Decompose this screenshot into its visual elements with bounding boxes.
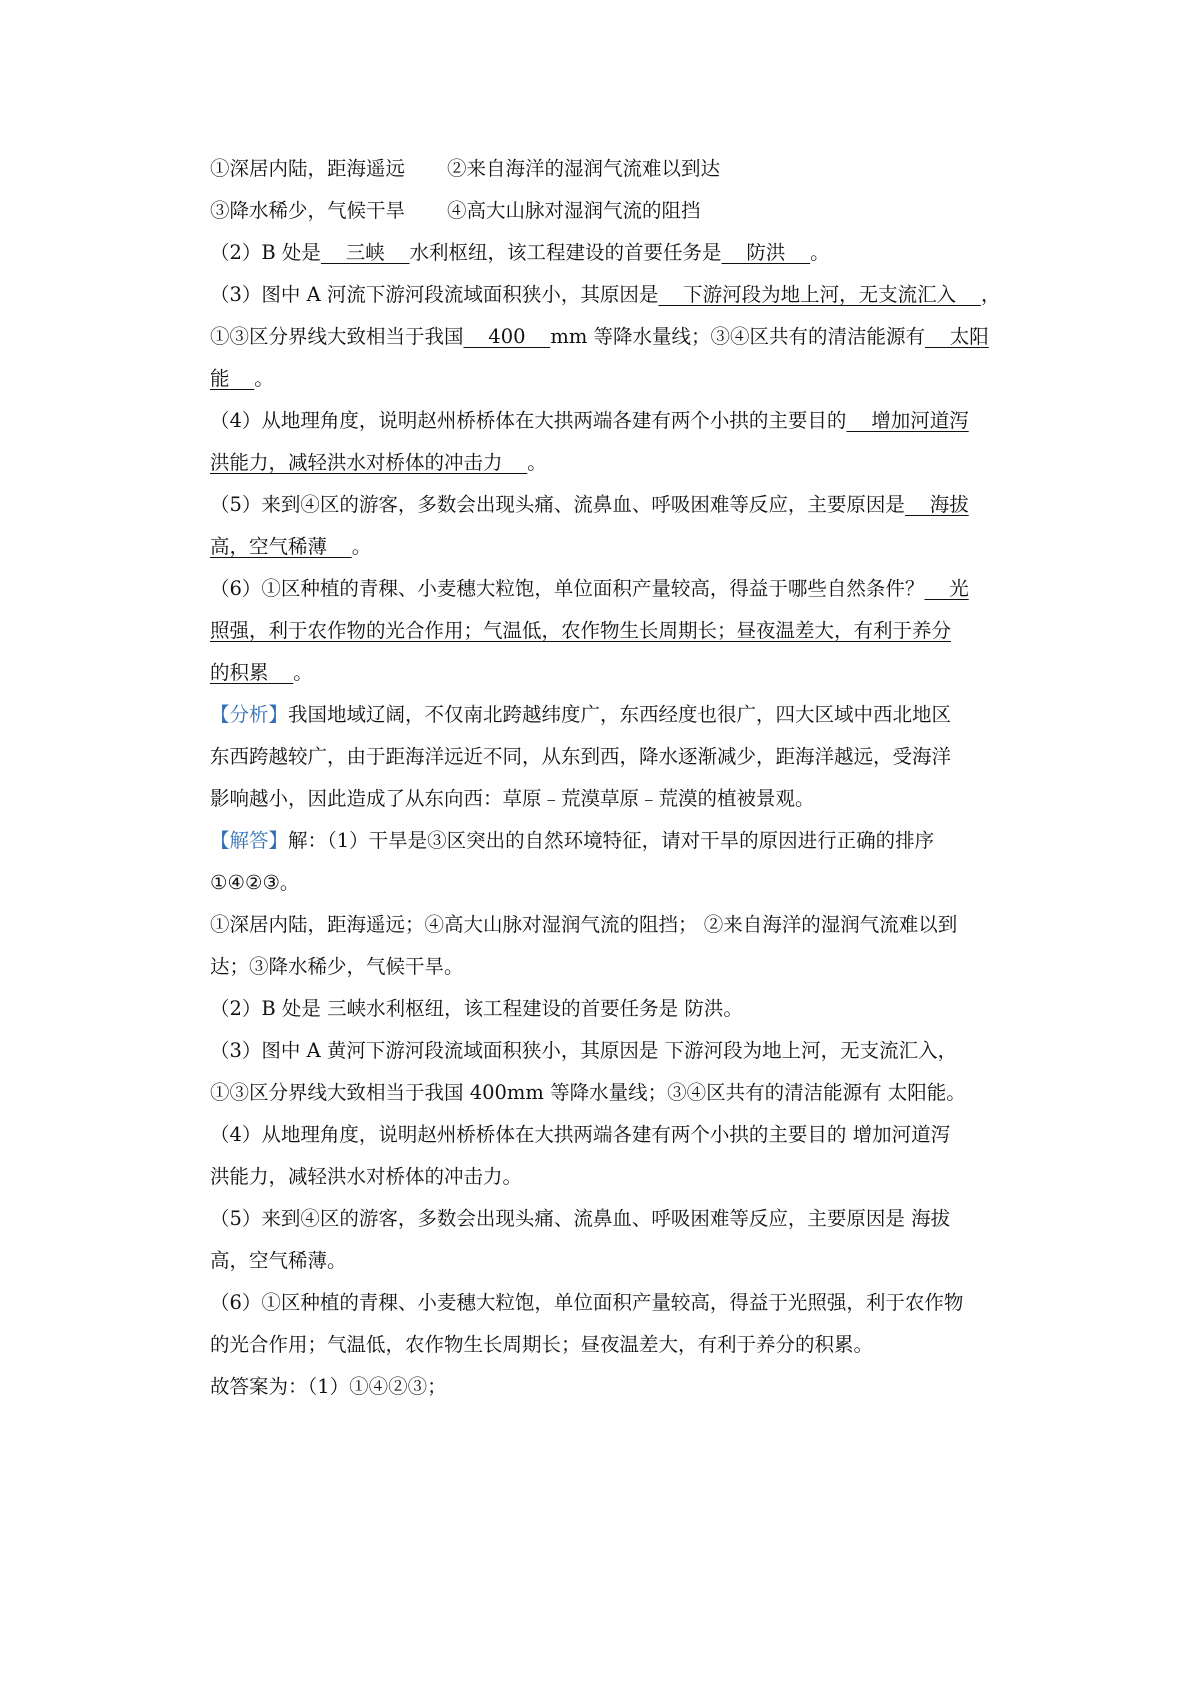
text-segment: 故答案为：（1）①④②③； [210,1375,447,1398]
text-line [210,820,1016,862]
text-segment: mm 等降水量线；③④区共有的清洁能源有 [550,325,926,348]
text-line [210,274,1016,316]
text-line [210,736,1016,778]
text-segment: （2）B 处是 三峡水利枢纽，该工程建设的首要任务是 防洪。 [210,997,743,1020]
text-segment: （5）来到④区的游客，多数会出现头痛、流鼻血、呼吸困难等反应，主要原因是 海拔 [210,1207,951,1230]
text-segment: ①③区分界线大致相当于我国 [210,325,464,348]
text-line [210,442,1016,484]
text-line [210,778,1016,820]
text-segment: 水利枢纽，该工程建设的首要任务是 [409,241,722,264]
text-line [210,1240,1016,1282]
text-line [210,652,1016,694]
text-segment: （6）①区种植的青稞、小麦穗大粒饱，单位面积产量较高，得益于哪些自然条件？ [210,577,925,600]
text-line [210,358,1016,400]
text-line [210,1282,1016,1324]
answer-blank: 能 [210,367,255,390]
text-segment: ①③区分界线大致相当于我国 400mm 等降水量线；③④区共有的清洁能源有 太阳能。 [210,1081,966,1104]
text-segment: （6）①区种植的青稞、小麦穗大粒饱，单位面积产量较高，得益于光照强，利于农作物 [210,1291,964,1314]
answer-blank: 光 [924,577,969,600]
text-segment: 我国地域辽阔，不仅南北跨越纬度广，东西经度也很广，四大区域中西北地区 [288,703,952,726]
text-line [210,946,1016,988]
text-line [210,1072,1016,1114]
text-line [210,610,1016,652]
text-line [210,148,1016,190]
text-segment: ①④②③。 [210,871,300,894]
answer-blank: 海拔 [904,493,969,516]
text-line [210,1156,1016,1198]
text-segment: （2）B 处是 [210,241,321,264]
answer-blank: 三峡 [320,241,410,264]
section-tag: 【分析】 [210,703,289,726]
text-segment: 。 [351,535,372,558]
text-segment: ， [980,283,1001,306]
answer-blank: 太阳 [925,325,989,348]
text-line [210,862,1016,904]
text-segment: 。 [527,451,547,474]
answer-blank: 下游河段为地上河，无支流汇入 [658,283,981,306]
text-segment: （4）从地理角度，说明赵州桥桥体在大拱两端各建有两个小拱的主要目的 [210,409,847,432]
text-segment: 东西跨越较广，由于距海洋远近不同，从东到西，降水逐渐减少，距海洋越远，受海洋 [210,745,952,768]
text-line [210,1324,1016,1366]
text-segment: （3）图中 A 河流下游河段流域面积狭小，其原因是 [210,283,659,306]
text-segment: 高，空气稀薄。 [210,1249,347,1272]
answer-blank: 防洪 [721,241,811,264]
text-segment: ②来自海洋的湿润气流难以到达 [447,157,721,180]
text-line [210,526,1016,568]
text-segment: 洪能力，减轻洪水对桥体的冲击力。 [210,1165,523,1188]
text-line [210,316,1016,358]
text-segment: 影响越小，因此造成了从东向西：草原﹣荒漠草原﹣荒漠的植被景观。 [210,787,815,810]
text-line [210,694,1016,736]
answer-blank: 高，空气稀薄 [210,535,352,558]
section-tag: 【解答】 [210,829,289,852]
text-segment: 。 [810,241,830,264]
text-line [210,1366,1016,1408]
text-line [210,904,1016,946]
text-segment: （3）图中 A 黄河下游河段流域面积狭小，其原因是 下游河段为地上河，无支流汇入， [210,1039,958,1062]
answer-blank: 照强，利于农作物的光合作用；气温低，农作物生长周期长；昼夜温差大，有利于养分 [210,619,952,642]
text-segment: 解：（1）干旱是③区突出的自然环境特征，请对干旱的原因进行正确的排序 [288,829,935,852]
text-segment: 。 [293,661,313,684]
text-segment: ①深居内陆，距海遥远；④高大山脉对湿润气流的阻挡； ②来自海洋的湿润气流难以到 [210,913,958,936]
text-line [210,400,1016,442]
text-segment: 达；③降水稀少，气候干旱。 [210,955,464,978]
answer-blank: 洪能力，减轻洪水对桥体的冲击力 [210,451,528,474]
text-line [210,484,1016,526]
text-segment: （5）来到④区的游客，多数会出现头痛、流鼻血、呼吸困难等反应，主要原因是 [210,493,905,516]
text-line [210,190,1016,232]
answer-blank: 增加河道泻 [846,409,969,432]
text-segment: ④高大山脉对湿润气流的阻挡 [447,199,701,222]
document-page [210,148,1016,1408]
text-line [210,988,1016,1030]
text-line [210,1198,1016,1240]
text-segment: 。 [254,367,274,390]
text-segment: ①深居内陆，距海遥远 [210,157,406,180]
text-segment: 的光合作用；气温低，农作物生长周期长；昼夜温差大，有利于养分的积累。 [210,1333,874,1356]
text-segment: ③降水稀少，气候干旱 [210,199,406,222]
answer-blank: 400 [463,325,551,348]
text-line [210,1030,1016,1072]
text-line [210,1114,1016,1156]
answer-blank: 的积累 [210,661,294,684]
text-line [210,232,1016,274]
text-line [210,568,1016,610]
text-segment: （4）从地理角度，说明赵州桥桥体在大拱两端各建有两个小拱的主要目的 增加河道泻 [210,1123,951,1146]
